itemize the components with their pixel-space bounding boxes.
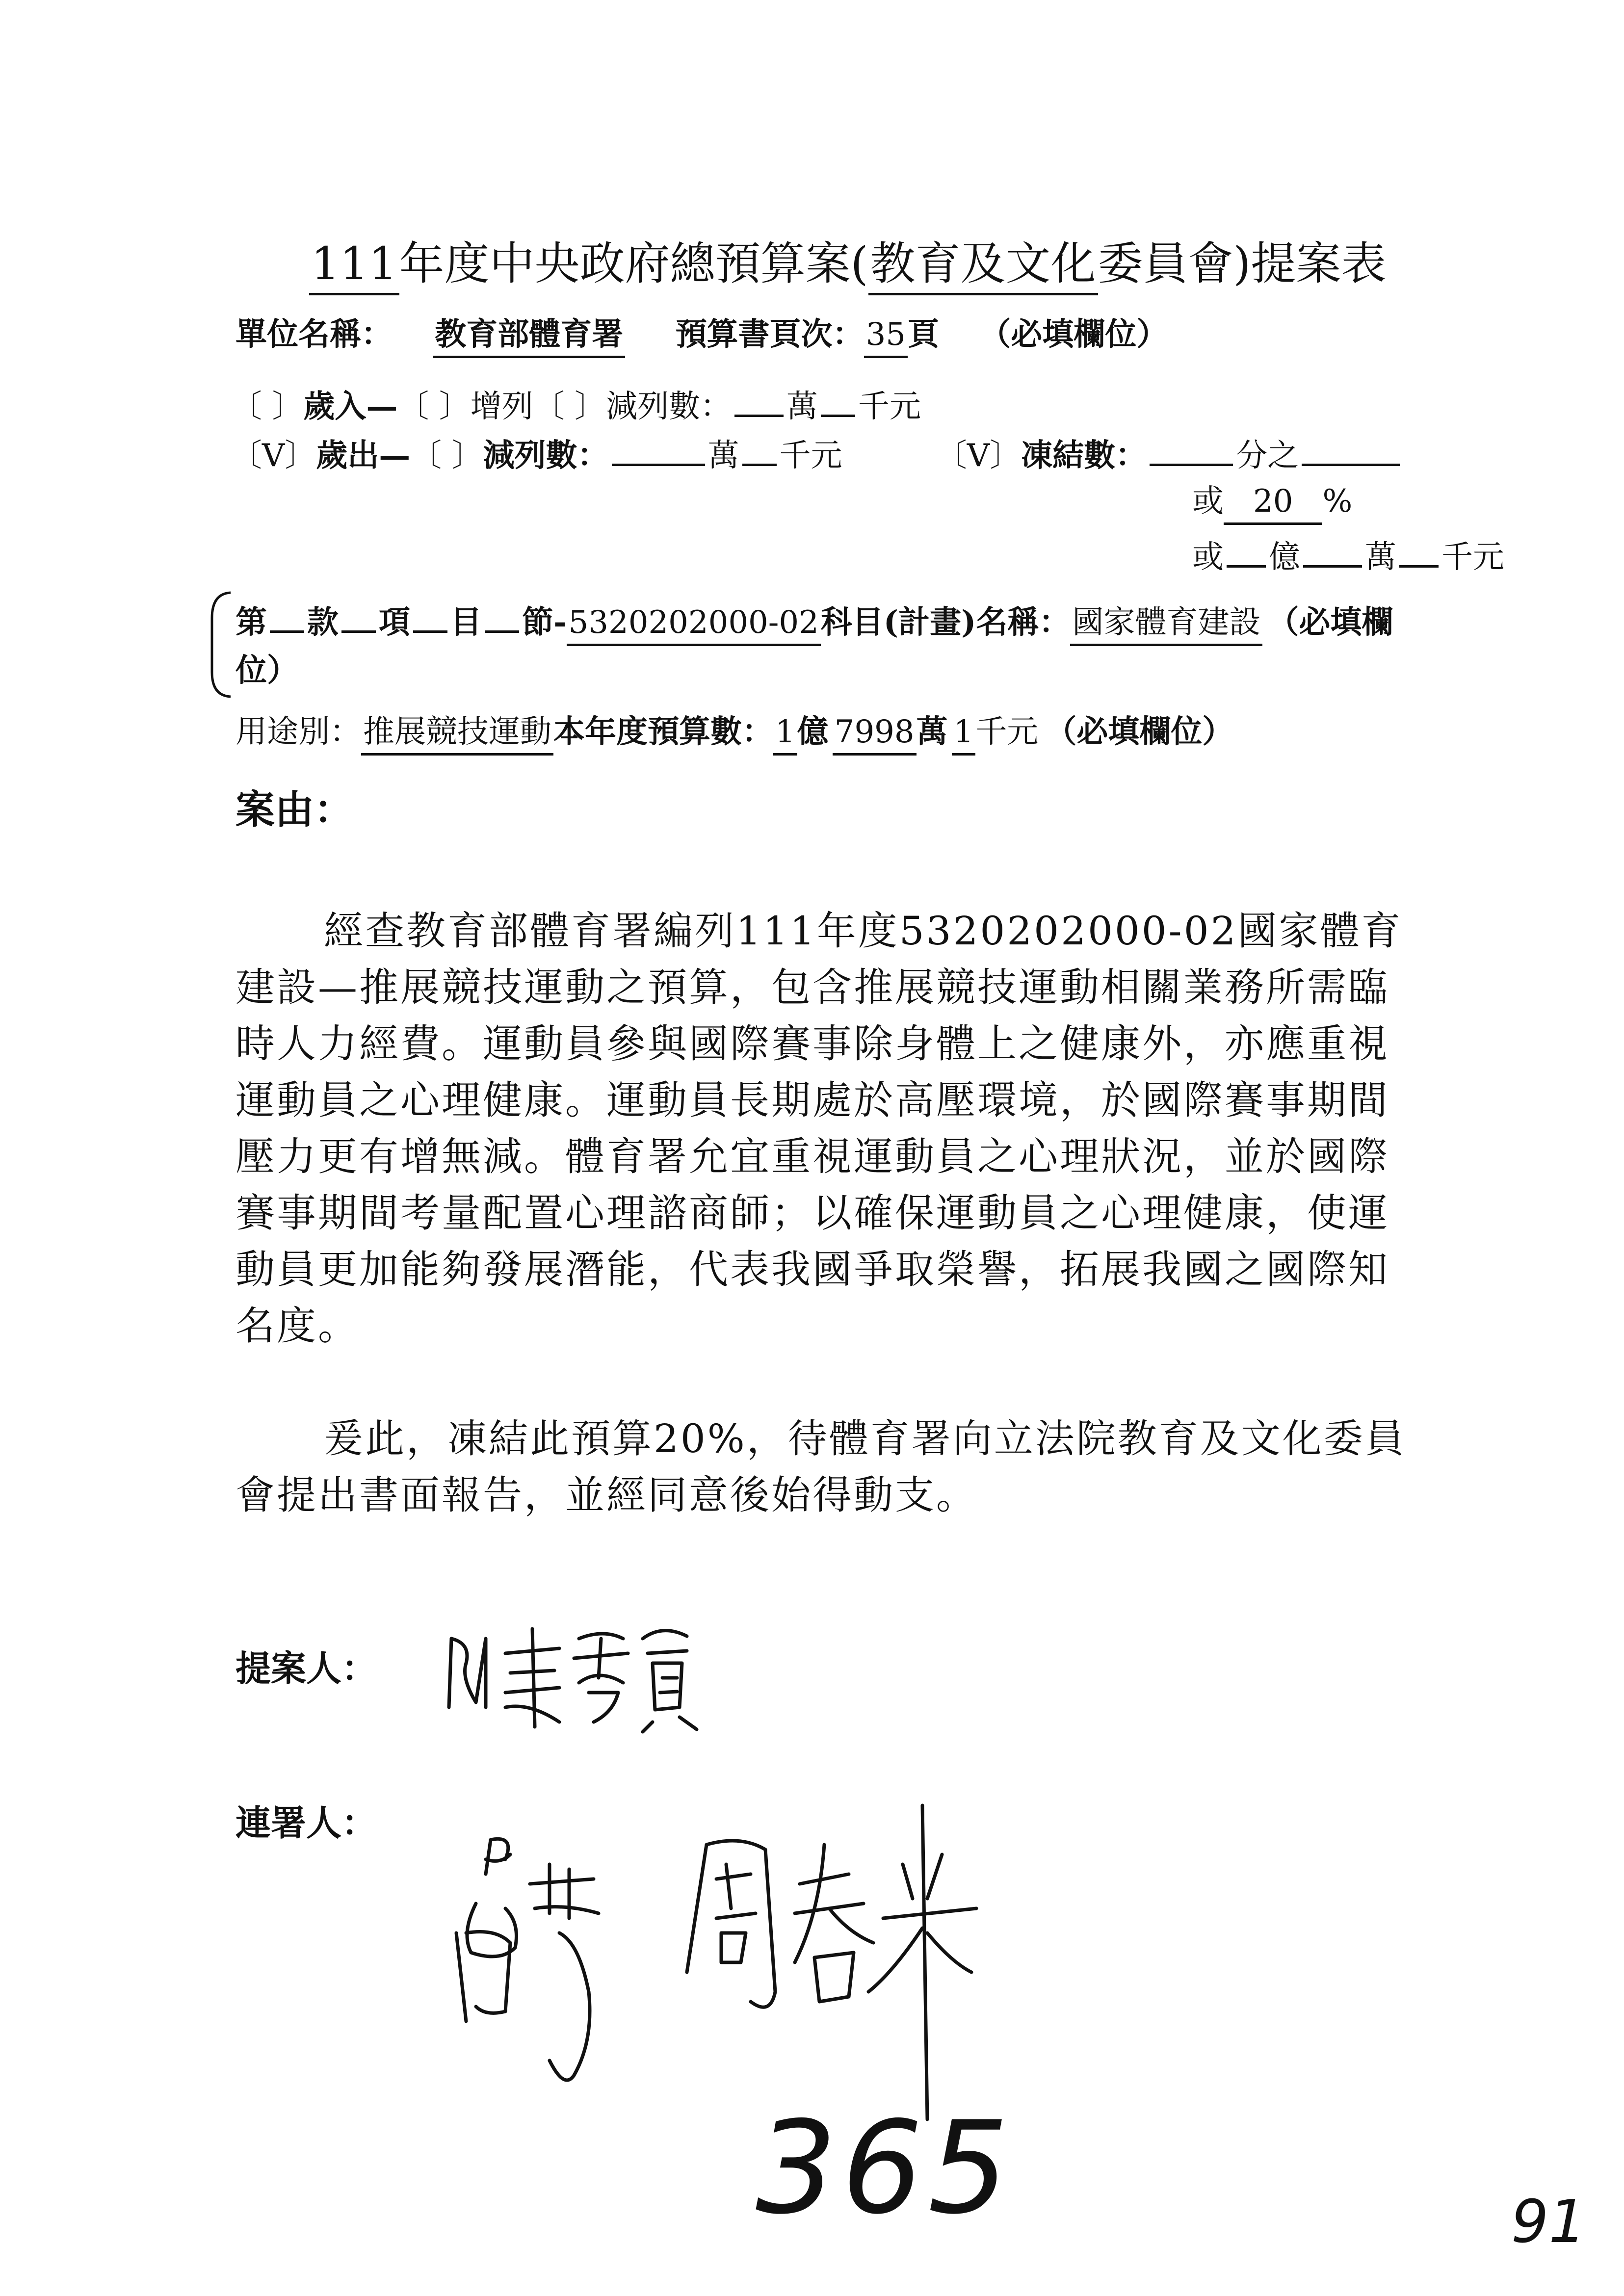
reason-paragraph-1: 經查教育部體育署編列111年度5320202000-02國家體育建設—推展競技運動之預算，包含推展競技運動相關業務所需臨時人力經費。運動員參與國際賽事除身體上之健康外，亦應重視運動員之心理健康。運動員長期處於高壓環境，於國際賽事期間壓力更有增無減。體育署允宜重視運動員之心理狀況，並於國際賽事期間考量配置心理諮商師；以確保運動員之心理健康，使運動員更加能夠發展潛能，代表我國爭取榮譽，拓展我國之國際知名度。 [236, 908, 1403, 1349]
revenue-row: 〔 〕歲入—〔 〕增列〔 〕減列數： 萬 千元 [231, 385, 921, 422]
amount-row: 或 億 萬 千元 [1192, 536, 1504, 573]
subject-code: 5320202000-02 [567, 604, 821, 646]
subject-bracket [206, 589, 236, 702]
subject-name: 國家體育建設 [1070, 604, 1262, 646]
unit-row: 單位名稱： 教育部體育署 預算書頁次：35頁 （必填欄位） [236, 319, 1168, 350]
expense-checkbox: 〔V〕 [231, 438, 316, 474]
usage-label: 用途別： [236, 714, 361, 750]
usage-value: 推展競技運動 [361, 714, 553, 756]
expense-row: 〔V〕歲出—〔 〕減列數： 萬 千元 〔V〕凍結數： 分之 [231, 434, 1403, 471]
unit-label: 單位名稱： [236, 316, 393, 353]
reason-heading: 案由： [236, 786, 353, 833]
reason-paragraph-2: 爰此，凍結此預算20%，待體育署向立法院教育及文化委員會提出書面報告，並經同意後始得動支。 [236, 1416, 1406, 1518]
proposer-label: 提案人： [236, 1647, 377, 1689]
required-note: （必填欄位） [979, 316, 1168, 353]
percent-row: 或 20 % [1192, 486, 1352, 517]
page-number: 91 [1511, 2188, 1586, 2256]
unit-value: 教育部體育署 [433, 316, 625, 358]
subject-row-continued: 位） [236, 652, 298, 689]
usage-row: 用途別：推展競技運動本年度預算數：1億 7998萬 1千元 （必填欄位） [236, 716, 1233, 748]
proposer-signature [432, 1609, 736, 1737]
subject-row: 第 款 項 目 節-5320202000-02科目(計畫)名稱：國家體育建設 （必填欄 [236, 601, 1393, 638]
freeze-checkbox: 〔V〕 [935, 438, 1022, 474]
document-title: 111年度中央政府總預算案(教育及文化委員會)提案表 [309, 241, 1386, 287]
cosigner-label: 連署人： [236, 1802, 377, 1844]
title-committee: 教育及文化 [868, 237, 1098, 295]
title-year: 111 [309, 237, 399, 295]
budget-wan: 7998 [833, 714, 917, 756]
cosigner-signatures [432, 1786, 1021, 2139]
budget-yi: 1 [773, 714, 797, 756]
page-label: 預算書頁次： [675, 316, 864, 353]
handwritten-number: 365 [756, 2094, 1014, 2243]
budget-qian: 1 [952, 714, 976, 756]
freeze-percent: 20 [1224, 483, 1322, 525]
revenue-checkbox: 〔 〕 [231, 389, 304, 425]
page-value: 35 [864, 316, 908, 358]
